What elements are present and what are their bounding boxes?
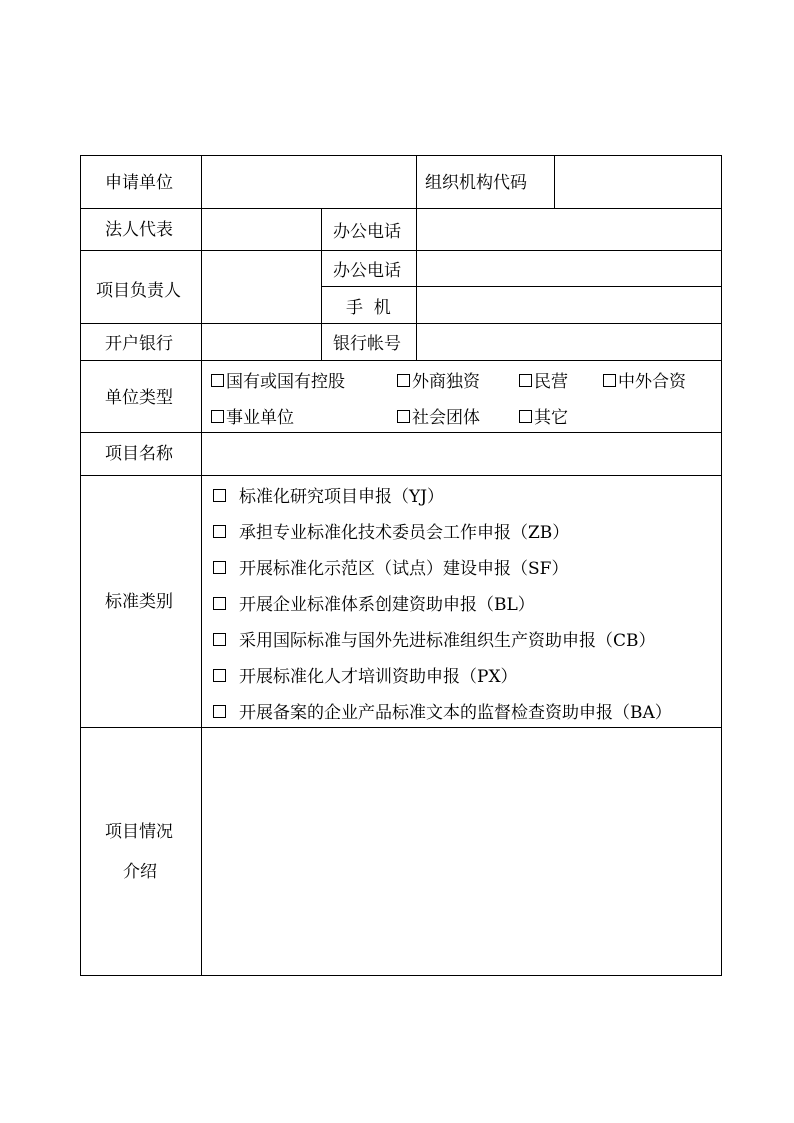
org-code-label: 组织机构代码 (425, 173, 527, 193)
leader-office-phone-field[interactable] (417, 251, 721, 286)
standard-category-option[interactable]: 承担专业标准化技术委员会工作申报（ZB） (213, 523, 569, 543)
org-code-field[interactable] (555, 156, 721, 208)
table-border-right (721, 155, 722, 976)
project-leader-field[interactable] (202, 251, 321, 323)
standard-category-option[interactable]: 开展标准化示范区（试点）建设申报（SF） (213, 559, 568, 579)
checkbox-icon[interactable] (397, 374, 410, 387)
standard-category-option[interactable]: 标准化研究项目申报（YJ） (213, 487, 444, 507)
standard-category-option[interactable]: 采用国际标准与国外先进标准组织生产资助申报（CB） (213, 631, 656, 651)
bank-label: 开户银行 (105, 334, 173, 354)
table-border-left (80, 155, 81, 976)
row-divider (80, 475, 722, 476)
unit-type-option[interactable]: 其它 (519, 408, 568, 428)
leader-office-phone-label: 办公电话 (333, 261, 401, 281)
checkbox-icon[interactable] (213, 705, 226, 718)
unit-type-option[interactable]: 民营 (519, 372, 568, 392)
mobile-field[interactable] (417, 287, 721, 323)
project-name-field[interactable] (202, 433, 721, 475)
mobile-label: 手 机 (346, 298, 391, 318)
unit-type-option[interactable]: 中外合资 (603, 372, 686, 392)
col-divider (321, 208, 322, 361)
project-intro-field[interactable] (202, 728, 721, 975)
bank-account-field[interactable] (417, 324, 721, 360)
checkbox-icon[interactable] (213, 669, 226, 682)
project-name-label: 项目名称 (105, 444, 173, 464)
checkbox-icon[interactable] (397, 410, 410, 423)
checkbox-icon[interactable] (519, 374, 532, 387)
checkbox-icon[interactable] (213, 561, 226, 574)
project-intro-label: 项目情况 (105, 822, 173, 842)
project-intro-label-line2: 介绍 (123, 862, 157, 882)
unit-type-option[interactable]: 外商独资 (397, 372, 480, 392)
checkbox-icon[interactable] (603, 374, 616, 387)
checkbox-icon[interactable] (519, 410, 532, 423)
applicant-unit-label: 申请单位 (105, 173, 173, 193)
office-phone-field[interactable] (417, 209, 721, 250)
application-form-table (80, 155, 722, 976)
standard-category-option[interactable]: 开展标准化人才培训资助申报（PX） (213, 667, 518, 687)
checkbox-icon[interactable] (211, 374, 224, 387)
standard-category-label: 标准类别 (105, 592, 173, 612)
table-border-bottom (80, 975, 722, 976)
checkbox-icon[interactable] (213, 633, 226, 646)
standard-category-option[interactable]: 开展备案的企业产品标准文本的监督检查资助申报（BA） (213, 703, 672, 723)
unit-type-option[interactable]: 事业单位 (211, 408, 294, 428)
project-leader-label: 项目负责人 (96, 281, 181, 301)
unit-type-option[interactable]: 国有或国有控股 (211, 372, 345, 392)
col-divider (416, 155, 417, 209)
legal-rep-label: 法人代表 (105, 220, 173, 240)
standard-category-option[interactable]: 开展企业标准体系创建资助申报（BL） (213, 595, 535, 615)
unit-type-option[interactable]: 社会团体 (397, 408, 480, 428)
bank-account-label: 银行帐号 (333, 334, 401, 354)
unit-type-label: 单位类型 (105, 388, 173, 408)
office-phone-label: 办公电话 (333, 222, 401, 242)
checkbox-icon[interactable] (213, 489, 226, 502)
bank-field[interactable] (202, 324, 321, 360)
checkbox-icon[interactable] (213, 597, 226, 610)
checkbox-icon[interactable] (211, 410, 224, 423)
applicant-unit-field[interactable] (202, 156, 416, 208)
checkbox-icon[interactable] (213, 525, 226, 538)
legal-rep-field[interactable] (202, 209, 321, 250)
row-divider (80, 360, 722, 361)
